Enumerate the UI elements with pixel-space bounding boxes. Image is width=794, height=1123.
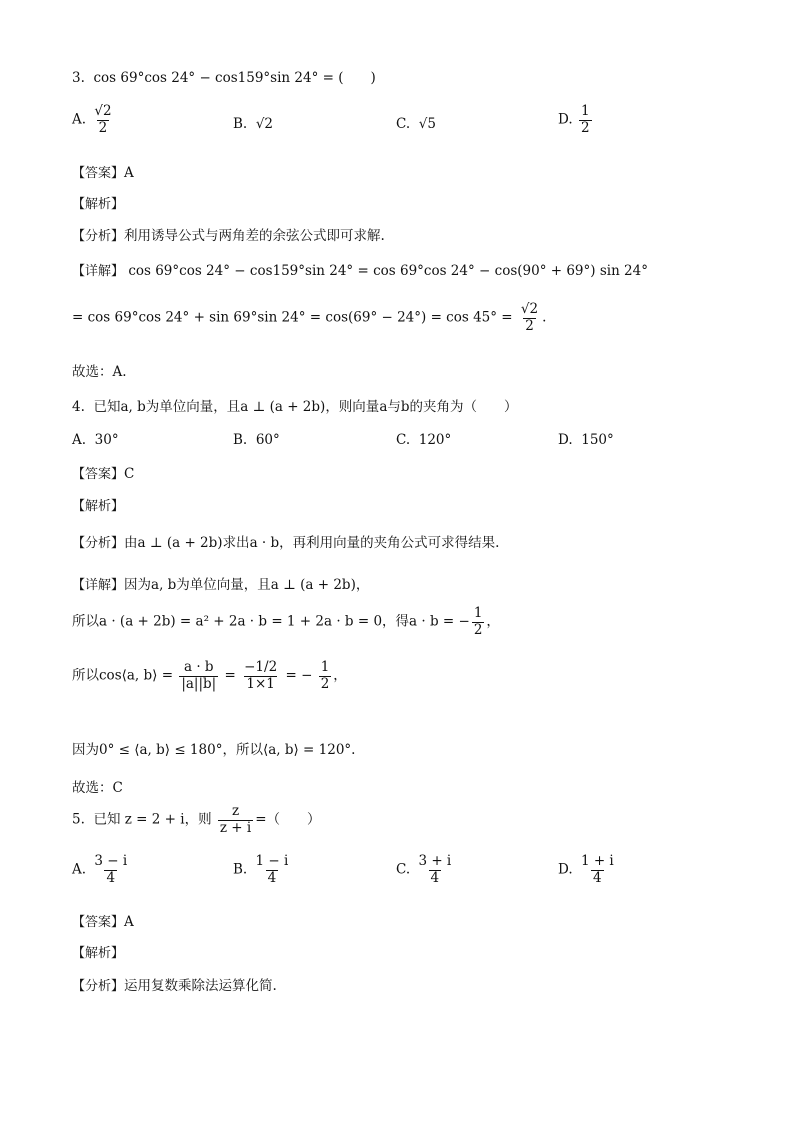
q4-answer: 【答案】C [72, 466, 135, 482]
q5-analysis-label: 【解析】 [72, 946, 125, 961]
q3-option-c: C. √5 [396, 116, 436, 132]
q4-conclusion: 故选：C [72, 780, 123, 796]
q3-answer: 【答案】A [72, 165, 134, 181]
q4-xiangjie-1: 【详解】因为a, b为单位向量，且a ⊥ (a + 2b)， [72, 577, 370, 593]
q4-xiangjie-4: 因为0° ≤ ⟨a, b⟩ ≤ 180°，所以⟨a, b⟩ = 120°. [72, 742, 356, 758]
q4-option-d: D. 150° [558, 432, 614, 448]
q5-stem: 5. 已知 z = 2 + i，则 $\frac{z}{z + i}$ =（ ） [72, 803, 321, 836]
q5-fenxi: 【分析】运用复数乘除法运算化简. [72, 978, 277, 994]
q5-option-c: C. $\frac{3 + i}{4}$ [396, 853, 452, 886]
q5-answer: 【答案】A [72, 914, 134, 930]
q3-option-d: D. $\frac{1}{2}$ [558, 103, 590, 136]
q4-fenxi: 【分析】由a ⊥ (a + 2b)求出a · b，再利用向量的夹角公式可求得结果. [72, 535, 500, 551]
q3-stem: 3. cos 69°cos 24° − cos159°sin 24° = ( ) [72, 70, 376, 86]
q4-analysis-label: 【解析】 [72, 499, 125, 514]
q5-option-d: D. $\frac{1 + i}{4}$ [558, 853, 614, 886]
q3-xiangjie-1: 【详解】 cos 69°cos 24° − cos159°sin 24° = cos 69°cos 24° − cos(90° + 69°) sin 24° [72, 263, 648, 279]
q4-stem: 4. 已知a, b为单位向量，且a ⊥ (a + 2b)，则向量a与b的夹角为（ ） [72, 399, 518, 415]
q3-xiangjie-2: = cos 69°cos 24° + sin 69°sin 24° = cos(69° − 24°) = cos 45° = $\frac{√2}{2}$ . [72, 301, 547, 334]
q5-option-b: B. $\frac{1 - i}{4}$ [233, 853, 289, 886]
q3-conclusion: 故选：A. [72, 364, 127, 380]
q4-xiangjie-3: 所以cos⟨a, b⟩ = $\frac{a \cdot b}{|a||b|}$ = $\frac{-1/2}{1\times 1}$ = − $\frac{1}{2}$ ， [72, 659, 347, 692]
q3-option-b: B. √2 [233, 116, 274, 132]
q4-option-b: B. 60° [233, 432, 280, 448]
q3-fenxi: 【分析】利用诱导公式与两角差的余弦公式即可求解. [72, 228, 385, 244]
q4-option-a: A. 30° [72, 432, 119, 448]
q5-option-a: A. $\frac{3 - i}{4}$ [72, 853, 128, 886]
q4-xiangjie-2: 所以a · (a + 2b) = a² + 2a · b = 1 + 2a · b = 0，得a · b = − $\frac{1}{2}$ ， [72, 605, 500, 638]
q3-option-a: A. $\frac{√2}{2}$ [72, 103, 112, 136]
q3-analysis-label: 【解析】 [72, 197, 125, 212]
q4-option-c: C. 120° [396, 432, 452, 448]
